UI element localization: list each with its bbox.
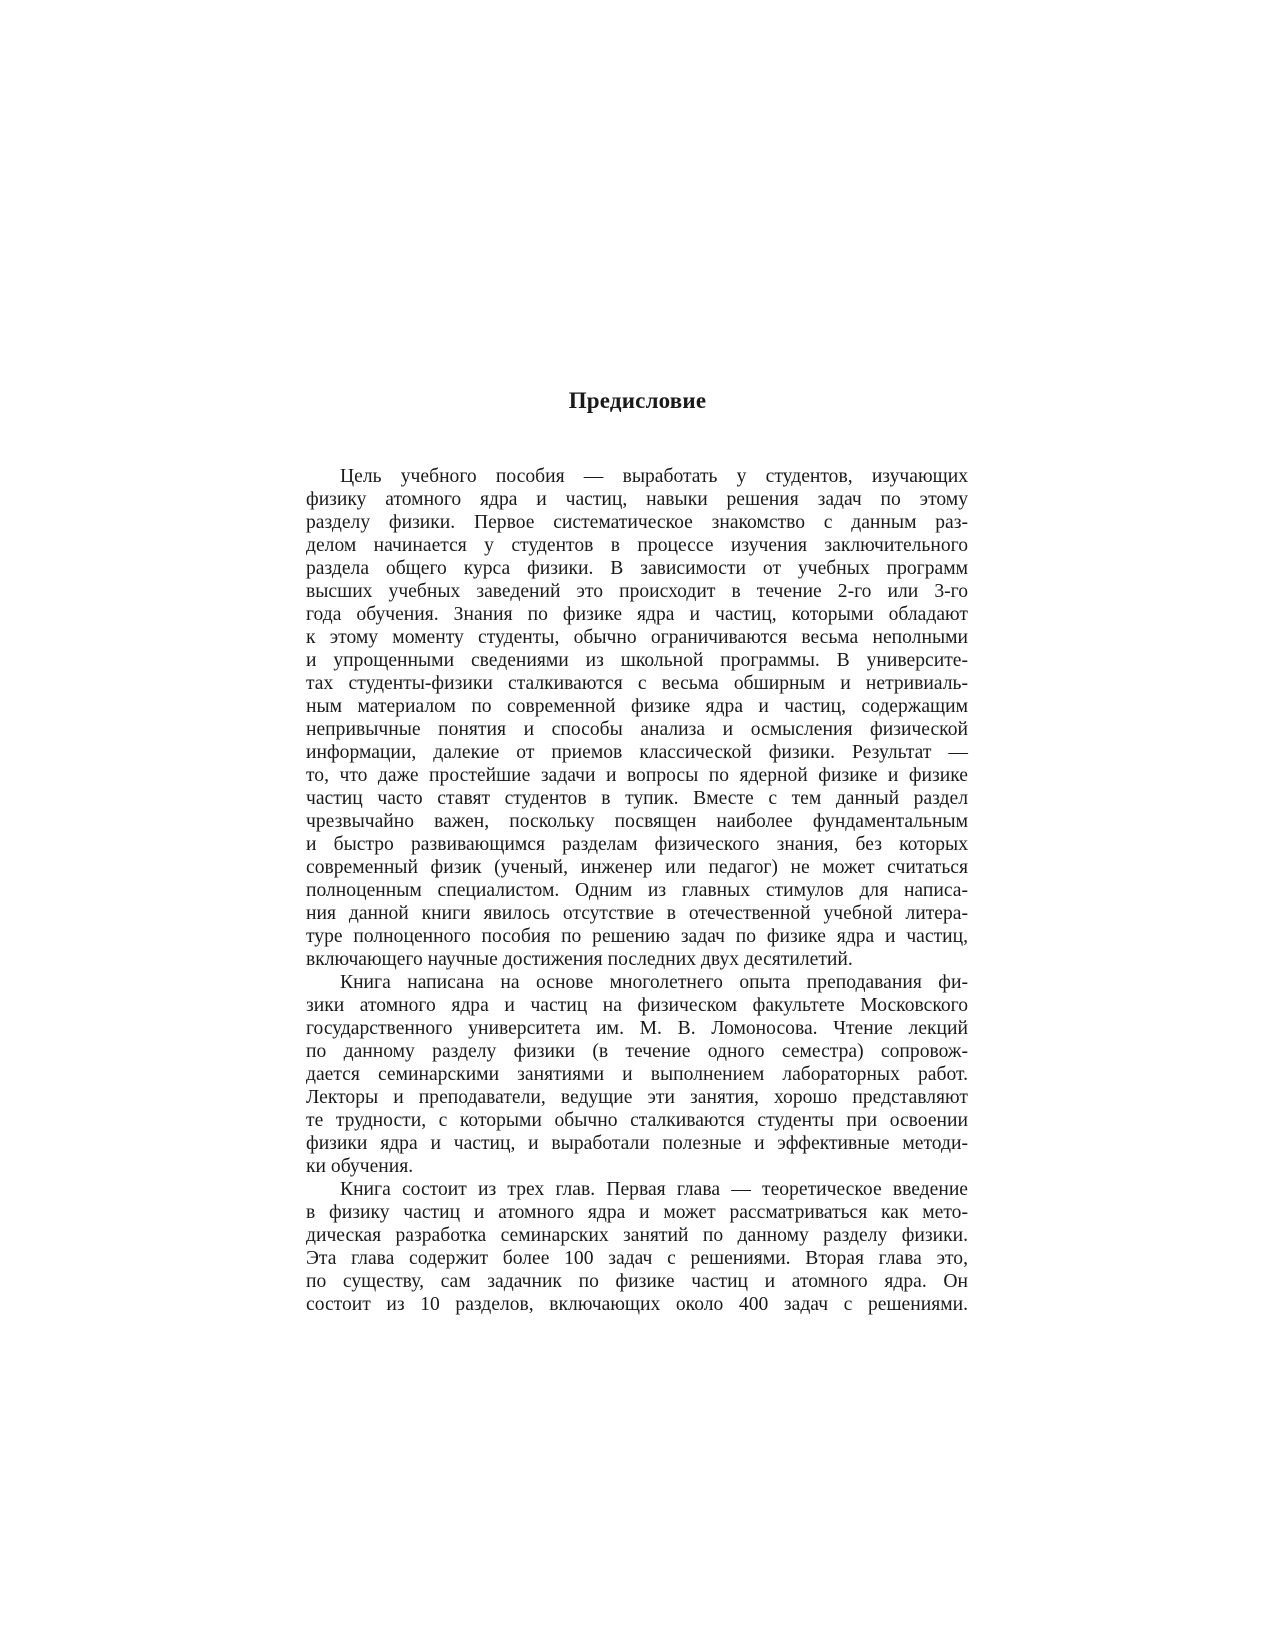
text-line: в физику частиц и атомного ядра и может рассматриваться как мето- bbox=[306, 1202, 968, 1223]
text-line: информации, далекие от приемов классической физики. Результат — bbox=[306, 742, 968, 763]
text-line: года обучения. Знания по физике ядра и частиц, которыми обладают bbox=[306, 604, 968, 625]
text-line: состоит из 10 разделов, включающих около 400 задач с решениями. bbox=[306, 1294, 968, 1315]
text-line: тах студенты-физики сталкиваются с весьма обширным и нетривиаль- bbox=[306, 673, 968, 694]
text-line: дическая разработка семинарских занятий по данному разделу физики. bbox=[306, 1225, 968, 1246]
text-line: ным материалом по современной физике ядра и частиц, содержащим bbox=[306, 696, 968, 717]
text-line: по существу, сам задачник по физике частиц и атомного ядра. Он bbox=[306, 1271, 968, 1292]
text-line: ния данной книги явилось отсутствие в отечественной учебной литера- bbox=[306, 903, 968, 924]
text-line: к этому моменту студенты, обычно ограничиваются весьма неполными bbox=[306, 627, 968, 648]
text-line: Лекторы и преподаватели, ведущие эти занятия, хорошо представляют bbox=[306, 1087, 968, 1108]
paragraph-3 bbox=[306, 1178, 968, 1316]
text-line: то, что даже простейшие задачи и вопросы по ядерной физике и физике bbox=[306, 765, 968, 786]
text-line: физики ядра и частиц, и выработали полезные и эффективные методи- bbox=[306, 1133, 968, 1154]
text-line: государственного университета им. М. В. Ломоносова. Чтение лекций bbox=[306, 1018, 968, 1039]
text-line: по данному разделу физики (в течение одного семестра) сопровож- bbox=[306, 1041, 968, 1062]
text-line: и упрощенными сведениями из школьной программы. В университе- bbox=[306, 650, 968, 671]
text-line: полноценным специалистом. Одним из главных стимулов для написа- bbox=[306, 880, 968, 901]
text-line: непривычные понятия и способы анализа и осмысления физической bbox=[306, 719, 968, 740]
paragraph-1 bbox=[306, 465, 968, 971]
body-text bbox=[306, 465, 968, 1316]
text-line: чрезвычайно важен, поскольку посвящен наиболее фундаментальным bbox=[306, 811, 968, 832]
text-line: Книга написана на основе многолетнего опыта преподавания фи- bbox=[340, 972, 968, 993]
text-line: высших учебных заведений это происходит в течение 2-го или 3-го bbox=[306, 581, 968, 602]
text-line: Книга состоит из трех глав. Первая глава — теоретическое введение bbox=[340, 1179, 968, 1200]
text-line: делом начинается у студентов в процессе изучения заключительного bbox=[306, 535, 968, 556]
paragraph-2 bbox=[306, 971, 968, 1178]
text-line: зики атомного ядра и частиц на физическом факультете Московского bbox=[306, 995, 968, 1016]
text-line: физику атомного ядра и частиц, навыки решения задач по этому bbox=[306, 489, 968, 510]
text-line: туре полноценного пособия по решению задач по физике ядра и частиц, bbox=[306, 926, 968, 947]
text-line: те трудности, с которыми обычно сталкиваются студенты при освоении bbox=[306, 1110, 968, 1131]
page-title: Предисловие bbox=[568, 388, 707, 413]
text-line: и быстро развивающимся разделам физического знания, без которых bbox=[306, 834, 968, 855]
text-line: разделу физики. Первое систематическое знакомство с данным раз- bbox=[306, 512, 968, 533]
text-line: Цель учебного пособия — выработать у студентов, изучающих bbox=[340, 466, 968, 487]
text-line: ки обучения. bbox=[306, 1156, 414, 1177]
text-line: включающего научные достижения последних двух десятилетий. bbox=[306, 949, 853, 970]
text-line: Эта глава содержит более 100 задач с решениями. Вторая глава это, bbox=[306, 1248, 968, 1269]
text-line: современный физик (ученый, инженер или педагог) не может считаться bbox=[306, 857, 968, 878]
text-line: раздела общего курса физики. В зависимости от учебных программ bbox=[306, 558, 968, 579]
text-line: частиц часто ставят студентов в тупик. Вместе с тем данный раздел bbox=[306, 788, 968, 809]
text-line: дается семинарскими занятиями и выполнением лабораторных работ. bbox=[306, 1064, 968, 1085]
